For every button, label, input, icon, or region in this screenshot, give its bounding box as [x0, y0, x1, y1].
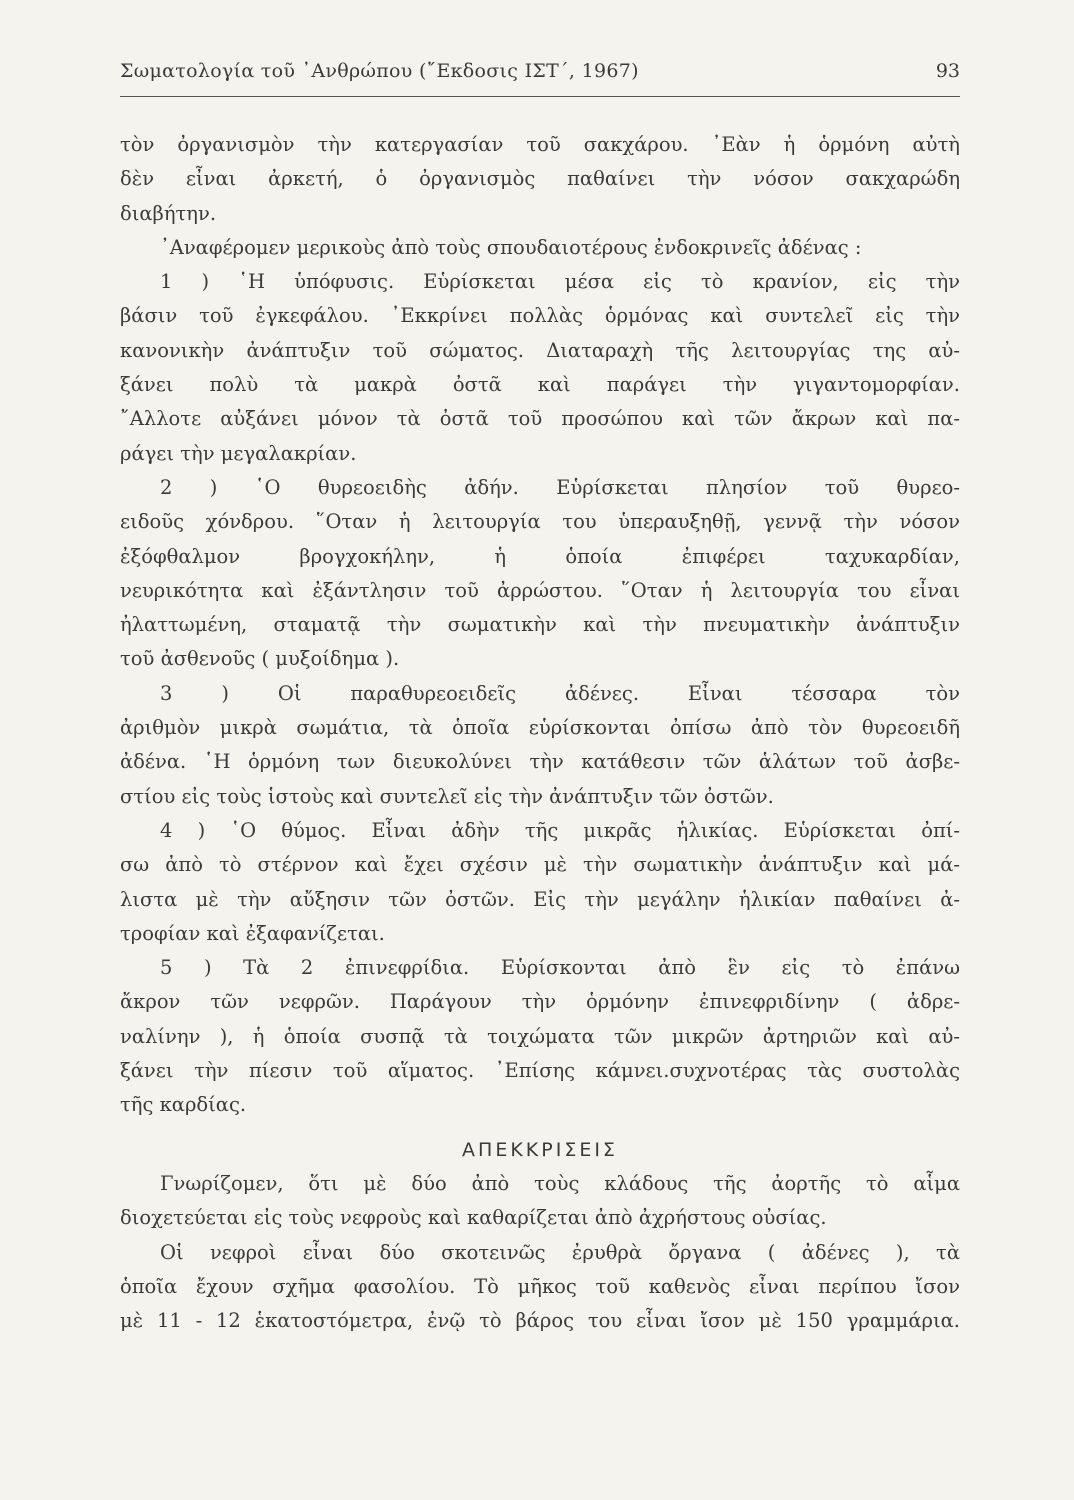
text-line: τροφίαν καὶ ἐξαφανίζεται. — [120, 921, 385, 945]
text-line: ναλίνην ), ἡ ὁποία συσπᾷ τὰ τοιχώματα τῶν μικρῶν ἀρτηριῶν καὶ αὐ- — [120, 1024, 960, 1048]
item-parathyroids — [120, 677, 960, 814]
text-line: τοῦ ἀσθενοῦς ( μυξοίδημα ). — [120, 647, 400, 671]
text-line: κανονικὴν ἀνάπτυξιν τοῦ σώματος. Διαταραχὴ τῆς λειτουργίας της αὐ- — [120, 338, 960, 362]
text-line: τὸν ὀργανισμὸν τὴν κατεργασίαν τοῦ σακχάρου. ᾿Εὰν ἡ ὁρμόνη αὐτὴ — [120, 133, 960, 156]
paragraph-kidneys — [120, 1236, 960, 1339]
paragraph-excretion — [120, 1167, 960, 1236]
paragraph-insulin — [120, 128, 960, 231]
text-line: Οἱ νεφροὶ εἶναι δύο σκοτεινῶς ἐρυθρὰ ὄργανα ( ἀδένες ), τὰ — [160, 1240, 960, 1264]
text-line: Γνωρίζομεν, ὅτι μὲ δύο ἀπὸ τοὺς κλάδους τῆς ἀορτῆς τὸ αἷμα — [160, 1171, 960, 1195]
text-line: ἐξόφθαλμον βρογχοκήλην, ἡ ὁποία ἐπιφέρει ταχυκαρδίαν, — [120, 544, 960, 568]
text-line: 1 ) ῾Η ὑπόφυσις. Εὑρίσκεται μέσα εἰς τὸ κρανίον, εἰς τὴν — [160, 270, 960, 294]
text-line: διοχετεύεται εἰς τοὺς νεφροὺς καὶ καθαρίζεται ἀπὸ ἀχρήστους οὐσίας. — [120, 1206, 827, 1230]
text-line: τῆς καρδίας. — [120, 1093, 247, 1117]
text-line: ράγει τὴν μεγαλακρίαν. — [120, 441, 357, 465]
text-line: σω ἀπὸ τὸ στέρνον καὶ ἔχει σχέσιν μὲ τὴν σωματικὴν ἀνάπτυξιν καὶ μά- — [120, 853, 960, 877]
text-line: δὲν εἶναι ἀρκετή, ὁ ὀργανισμὸς παθαίνει τὴν νόσον σακχαρώδη — [120, 167, 960, 191]
text-line: λιστα μὲ τὴν αὔξησιν τῶν ὀστῶν. Εἰς τὴν μεγάλην ἡλικίαν παθαίνει ἀ- — [120, 887, 960, 911]
item-thymus — [120, 814, 960, 951]
text-line: βάσιν τοῦ ἐγκεφάλου. ᾿Εκκρίνει πολλὰς ὁρμόνας καὶ συντελεῖ εἰς τὴν — [120, 304, 960, 328]
running-header — [120, 60, 960, 94]
body-text — [120, 128, 960, 1338]
item-thyroid — [120, 471, 960, 677]
text-line: ὁποῖα ἔχουν σχῆμα φασολίου. Τὸ μῆκος τοῦ καθενὸς εἶναι περίπου ἴσον — [120, 1274, 960, 1298]
text-line: ξάνει πολὺ τὰ μακρὰ ὀστᾶ καὶ παράγει τὴν γιγαντομορφίαν. — [120, 373, 960, 397]
section-heading: ΑΠΕΚΚΡΙΣΕΙΣ — [462, 1138, 618, 1161]
text-line: ἀδένα. ῾Η ὁρμόνη των διευκολύνει τὴν κατάθεσιν τῶν ἁλάτων τοῦ ἀσβε- — [120, 750, 960, 774]
text-line: ξάνει τὴν πίεσιν τοῦ αἵματος. ᾿Επίσης κάμνει.συχνοτέρας τὰς συστολὰς — [120, 1059, 960, 1083]
text-line: 2 ) ῾Ο θυρεοειδὴς ἀδήν. Εὑρίσκεται πλησίον τοῦ θυρεο- — [160, 475, 960, 499]
paragraph-intro: ᾿Αναφέρομεν μερικοὺς ἀπὸ τοὺς σπουδαιοτέρους ἐνδοκρινεῖς ἀδένας : — [160, 235, 862, 259]
text-line: ἀριθμὸν μικρὰ σωμάτια, τὰ ὁποῖα εὑρίσκονται ὀπίσω ἀπὸ τὸν θυρεοειδῆ — [120, 716, 960, 740]
header-rule — [120, 96, 960, 97]
text-line: νευρικότητα καὶ ἐξάντλησιν τοῦ ἀρρώστου. ῞Οταν ἡ λειτουργία του εἶναι — [120, 578, 960, 602]
header-title: Σωματολογία τοῦ ᾿Ανθρώπου (῎Εκδοσις ΙΣΤ΄, 1967) — [120, 60, 639, 82]
text-line: 5 ) Τὰ 2 ἐπινεφρίδια. Εὑρίσκονται ἀπὸ ἓν εἰς τὸ ἐπάνω — [160, 956, 960, 980]
item-hypophysis — [120, 265, 960, 471]
item-adrenals — [120, 951, 960, 1122]
text-line: 4 ) ῾Ο θύμος. Εἶναι ἀδὴν τῆς μικρᾶς ἡλικίας. Εὑρίσκεται ὀπί- — [160, 818, 960, 842]
page-number: 93 — [935, 60, 960, 82]
text-line: ἄκρον τῶν νεφρῶν. Παράγουν τὴν ὁρμόνην ἐπινεφριδίνην ( ἀδρε- — [120, 990, 960, 1014]
text-line: στίου εἰς τοὺς ἱστοὺς καὶ συντελεῖ εἰς τὴν ἀνάπτυξιν τῶν ὀστῶν. — [120, 784, 774, 808]
text-line: μὲ 11 - 12 ἑκατοστόμετρα, ἐνῷ τὸ βάρος του εἶναι ἴσον μὲ 150 γραμμάρια. — [120, 1309, 960, 1333]
text-line: ειδοῦς χόνδρου. ῞Οταν ἡ λειτουργία του ὑπεραυξηθῇ, γεννᾷ τὴν νόσον — [120, 510, 960, 534]
text-line: 3 ) Οἱ παραθυρεοειδεῖς ἀδένες. Εἶναι τέσσαρα τὸν — [160, 681, 960, 705]
text-line: ἠλαττωμένη, σταματᾷ τὴν σωματικὴν καὶ τὴν πνευματικὴν ἀνάπτυξιν — [120, 613, 960, 637]
text-line: ῎Αλλοτε αὐξάνει μόνον τὰ ὀστᾶ τοῦ προσώπου καὶ τῶν ἄκρων καὶ πα- — [120, 407, 960, 431]
text-line: διαβήτην. — [120, 201, 217, 225]
